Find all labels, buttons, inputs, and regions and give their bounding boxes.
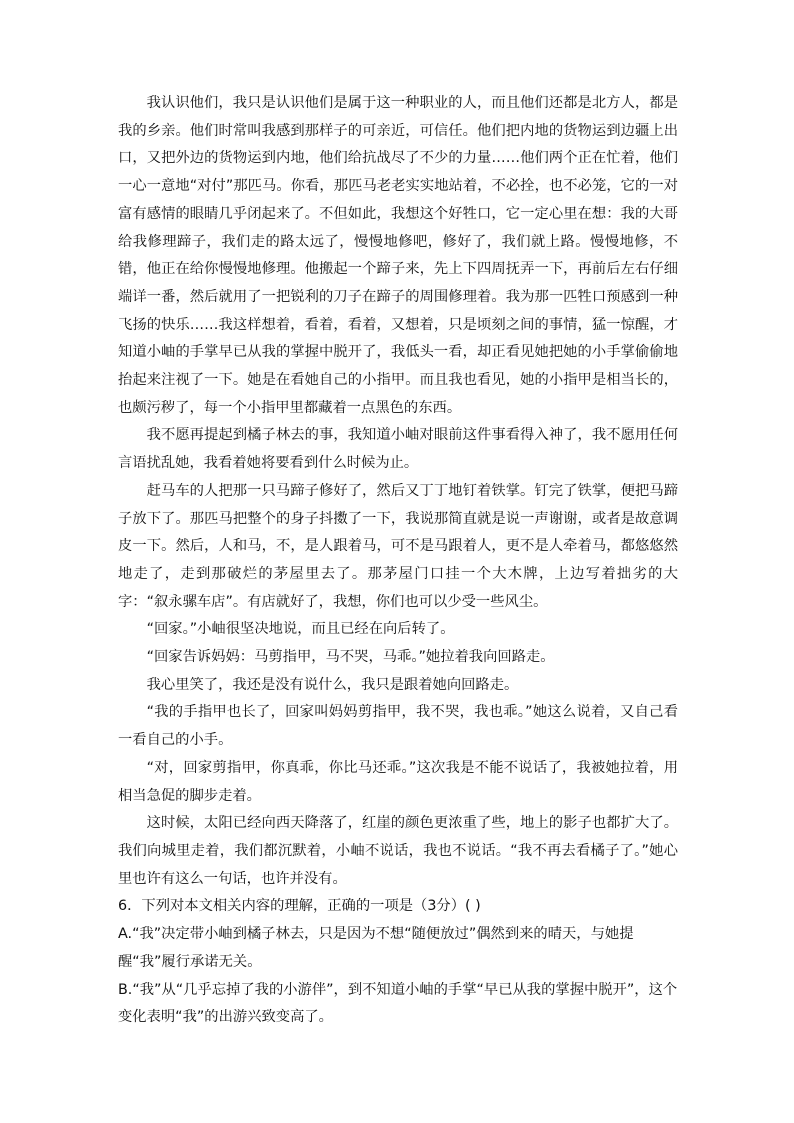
option-b[interactable]: B.“我”从“几乎忘掉了我的小游伴”，到不知道小岫的手掌“早已从我的掌握中脱开”，这个变化表明“我”的出游兴致变高了。 (118, 981, 678, 1026)
paragraph-1: 我认识他们，我只是认识他们是属于这一种职业的人，而且他们还都是北方人，都是我的乡亲。他们时常叫我感到那样子的可亲近，可信任。他们把内地的货物运到边疆上出口，又把外边的货物运到内地，他们给抗战尽了不少的力量……他们两个正在忙着，他们一心一意地“对付”那匹马。你看，那匹马老老实实地站着，不必拴，也不必笼，它的一对富有感情的眼睛几乎闭起来了。不但如此，我想这个好牲口，它一定心里在想：我的大哥给我修理蹄子，我们走的路太远了，慢慢地修吧，修好了，我们就上路。慢慢地修，不错，他正在给你慢慢地修理。他搬起一个蹄子来，先上下四周抚弄一下，再前后左右仔细端详一番，然后就用了一把锐利的刀子在蹄子的周围修理着。我为那一匹牲口预感到一种飞扬的快乐……我这样想着，看着，看着，又想着，只是顷刻之间的事情，猛一惊醒，才知道小岫的手掌早已从我的掌握中脱开了，我低头一看，却正看见她把她的小手掌偷偷地抬起来注视了一下。她是在看她自己的小指甲。而且我也看见，她的小指甲是相当长的，也颇污秽了，每一个小指甲里都藏着一点黑色的东西。 (118, 95, 678, 416)
paragraph-4: “回家。”小岫很坚决地说，而且已经在向后转了。 (146, 621, 455, 638)
paragraph-5: “回家告诉妈妈：马剪指甲，马不哭，马乖。”她拉着我向回路走。 (146, 649, 555, 666)
paragraph-2: 我不愿再提起到橘子林去的事，我知道小岫对眼前这件事看得入神了，我不愿用任何言语扰乱她，我看着她将要看到什么时候为止。 (118, 427, 678, 472)
paragraph-8: “对，回家剪指甲，你真乖，你比马还乖。”这次我是不能不说话了，我被她拉着，用相当急促的脚步走着。 (118, 759, 678, 804)
paragraph-7: “我的手指甲也长了，回家叫妈妈剪指甲，我不哭，我也乖。”她这么说着，又自己看一看自己的小手。 (118, 704, 678, 749)
question-stem: 6．下列对本文相关内容的理解，正确的一项是（3分）( ) (118, 898, 481, 915)
document-body (118, 90, 678, 1032)
paragraph-9: 这时候，太阳已经向西天降落了，红崖的颜色更浓重了些，地上的影子也都扩大了。我们向城里走着，我们都沉默着，小岫不说话，我也不说话。“我不再去看橘子了。”她心里也许有这么一句话，也许并没有。 (118, 815, 678, 887)
paragraph-6: 我心里笑了，我还是没有说什么，我只是跟着她向回路走。 (146, 676, 519, 693)
paragraph-3: 赶马车的人把那一只马蹄子修好了，然后又丁丁地钉着铁掌。钉完了铁掌，便把马蹄子放下了。那匹马把整个的身子抖擞了一下，我说那简直就是说一声谢谢，或者是故意调皮一下。然后，人和马，不，是人跟着马，可不是马跟着人，更不是人牵着马，都悠悠然地走了，走到那破烂的茅屋里去了。那茅屋门口挂一个大木牌，上边写着拙劣的大字：“叙永骡车店”。有店就好了，我想，你们也可以少受一些风尘。 (118, 482, 678, 610)
option-a[interactable]: A.“我”决定带小岫到橘子林去，只是因为不想“随便放过”偶然到来的晴天，与她提醒“我”履行承诺无关。 (118, 926, 634, 970)
